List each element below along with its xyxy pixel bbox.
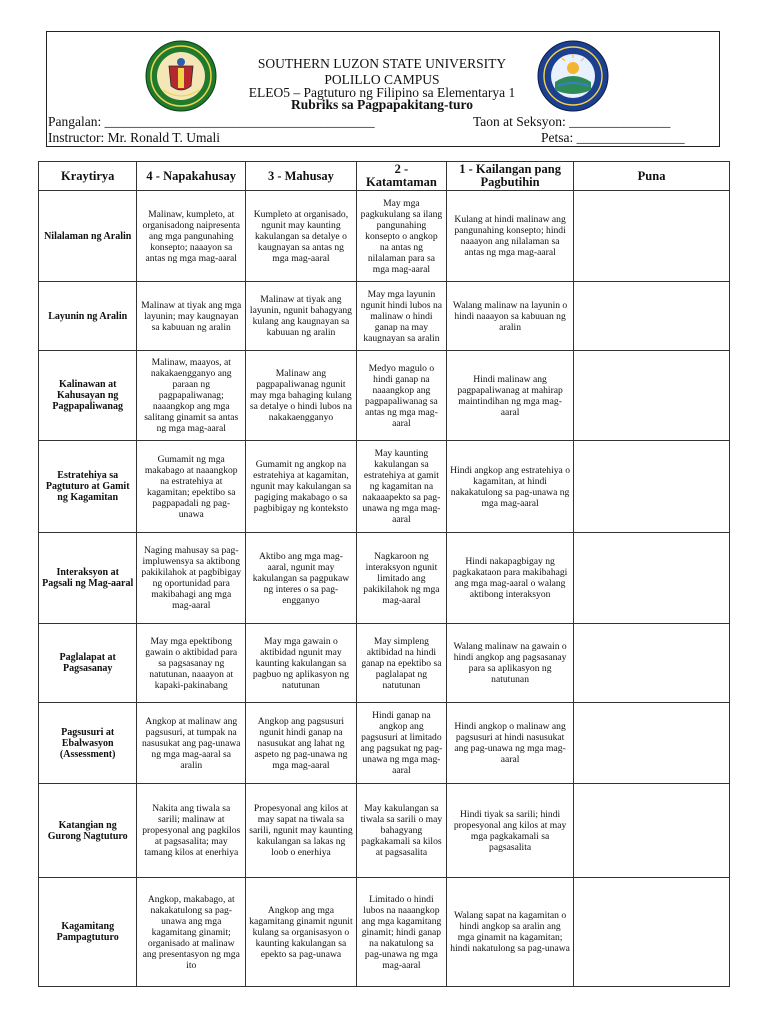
score-2-cell: May kakulangan sa tiwala sa sarili o may bahagyang pagkakamali sa kilos at pagsasalita [356, 784, 446, 878]
score-4-cell: Nakita ang tiwala sa sarili; malinaw at propesyonal ang pagkilos at pagsasalita; may tamang kilos at enerhiya [137, 784, 246, 878]
remarks-cell[interactable] [574, 703, 730, 784]
criteria-cell: Paglalapat at Pagsasanay [39, 624, 137, 703]
table-row [39, 191, 730, 282]
score-4-cell: Malinaw, kumpleto, at organisadong naipresenta ang mga pangunahing konsepto; naaayon sa antas ng mga mag-aaral [137, 191, 246, 282]
score-3-cell: May mga gawain o aktibidad ngunit may kaunting kakulangan sa pagbuo ng aplikasyon ng natutunan [246, 624, 357, 703]
remarks-cell[interactable] [574, 878, 730, 987]
score-1-cell: Walang sapat na kagamitan o hindi angkop sa aralin ang mga ginamit na kagamitan; hindi nakatulong sa pag-unawa [447, 878, 574, 987]
table-row [39, 533, 730, 624]
header-remarks: Puna [574, 162, 730, 191]
remarks-cell[interactable] [574, 191, 730, 282]
table-row [39, 282, 730, 351]
table-row [39, 351, 730, 441]
remarks-cell[interactable] [574, 351, 730, 441]
university-name: SOUTHERN LUZON STATE UNIVERSITY [257, 56, 507, 71]
criteria-cell: Pagsusuri at Ebalwasyon (Assessment) [39, 703, 137, 784]
criteria-cell: Estratehiya sa Pagtuturo at Gamit ng Kagamitan [39, 441, 137, 533]
date-field[interactable]: Petsa: ________________ [541, 130, 685, 145]
remarks-cell[interactable] [574, 784, 730, 878]
criteria-cell: Nilalaman ng Aralin [39, 191, 137, 282]
score-4-cell: Malinaw at tiyak ang mga layunin; may kaugnayan sa kabuuan ng aralin [137, 282, 246, 351]
score-3-cell: Angkop ang mga kagamitang ginamit ngunit kulang sa organisasyon o kaunting kakulangan sa epekto sa pag-unawa [246, 878, 357, 987]
score-4-cell: Malinaw, maayos, at nakakaengganyo ang paraan ng pagpapaliwanag; naaangkop ang mga salitang ginamit sa antas ng mga mag-aaral [137, 351, 246, 441]
score-4-cell: Gumamit ng mga makabago at naaangkop na estratehiya at kagamitan; epektibo sa pagpapadali ng pag-unawa [137, 441, 246, 533]
score-2-cell: Medyo magulo o hindi ganap na naaangkop ang pagpapaliwanag sa antas ng mga mag-aaral [356, 351, 446, 441]
score-3-cell: Malinaw ang pagpapaliwanag ngunit may mga bahaging kulang sa detalye o hindi lubos na nakakaengganyo [246, 351, 357, 441]
score-2-cell: May simpleng aktibidad na hindi ganap na epektibo sa paglalapat ng natutunan [356, 624, 446, 703]
header-score-2: 2 - Katamtaman [356, 162, 446, 191]
score-3-cell: Kumpleto at organisado, ngunit may kaunting kakulangan sa detalye o kaugnayan sa antas ng mga mag-aaral [246, 191, 357, 282]
course-title: ELEO5 – Pagtuturo ng Filipino sa Elementarya 1 [248, 85, 516, 100]
score-1-cell: Hindi malinaw ang pagpapaliwanag at mahirap maintindihan ng mga mag-aaral [447, 351, 574, 441]
table-row [39, 878, 730, 987]
criteria-cell: Katangian ng Gurong Nagtuturo [39, 784, 137, 878]
score-2-cell: Hindi ganap na angkop ang pagsusuri at limitado ang pagsukat ng pag-unawa ng mga mag-aaral [356, 703, 446, 784]
score-2-cell: May mga pagkukulang sa ilang pangunahing konsepto o angkop na antas ng nilalaman para sa mga mag-aaral [356, 191, 446, 282]
score-1-cell: Hindi angkop o malinaw ang pagsusuri at hindi nasusukat ang pag-unawa ng mga mag-aaral [447, 703, 574, 784]
header-score-3: 3 - Mahusay [246, 162, 357, 191]
score-4-cell: Angkop, makabago, at nakakatulong sa pag-unawa ang mga kagamitang ginamit; organisado at malinaw ang presentasyon ng mga ito [137, 878, 246, 987]
score-1-cell: Kulang at hindi malinaw ang pangunahing konsepto; hindi naaayon ang nilalaman sa antas ng mga mag-aaral [447, 191, 574, 282]
criteria-cell: Interaksyon at Pagsali ng Mag-aaral [39, 533, 137, 624]
score-1-cell: Hindi tiyak sa sarili; hindi propesyonal ang kilos at may mga pagkakamali sa pagsasalita [447, 784, 574, 878]
score-2-cell: May kaunting kakulangan sa estratehiya at gamit ng kagamitan na nakaaapekto sa pag-unawa ng mga mag-aaral [356, 441, 446, 533]
criteria-cell: Kagamitang Pampagtuturo [39, 878, 137, 987]
score-4-cell: Angkop at malinaw ang pagsusuri, at tumpak na nasusukat ang pag-unawa ng mga mag-aaral sa aralin [137, 703, 246, 784]
score-4-cell: Naging mahusay sa pag-impluwensya sa aktibong pakikilahok at pagbibigay ng oportunidad para makibahagi ang mga mag-aaral [137, 533, 246, 624]
score-4-cell: May mga epektibong gawain o aktibidad para sa pagsasanay ng natutunan, naaayon at kapaki-pakinabang [137, 624, 246, 703]
remarks-cell[interactable] [574, 441, 730, 533]
score-3-cell: Angkop ang pagsusuri ngunit hindi ganap na nasusukat ang lahat ng aspeto ng pag-unawa ng mga mag-aaral [246, 703, 357, 784]
rubric-table [38, 161, 730, 987]
header-criteria: Kraytirya [39, 162, 137, 191]
table-row [39, 624, 730, 703]
campus-name: POLILLO CAMPUS [324, 72, 440, 87]
remarks-cell[interactable] [574, 624, 730, 703]
score-3-cell: Propesyonal ang kilos at may sapat na tiwala sa sarili, ngunit may kaunting kakulangan sa lakas ng loob o enerhiya [246, 784, 357, 878]
score-1-cell: Walang malinaw na gawain o hindi angkop ang pagsasanay para sa aplikasyon ng natutunan [447, 624, 574, 703]
criteria-cell: Kalinawan at Kahusayan ng Pagpapaliwanag [39, 351, 137, 441]
name-field[interactable]: Pangalan: ________________________________________ [48, 114, 375, 129]
score-3-cell: Malinaw at tiyak ang layunin, ngunit bahagyang kulang ang kaugnayan sa kabuuan ng aralin [246, 282, 357, 351]
score-2-cell: May mga layunin ngunit hindi lubos na malinaw o hindi ganap na may kaugnayan sa aralin [356, 282, 446, 351]
year-section-field[interactable]: Taon at Seksyon: _______________ [473, 114, 671, 129]
remarks-cell[interactable] [574, 533, 730, 624]
score-2-cell: Limitado o hindi lubos na naaangkop ang mga kagamitang ginamit; hindi ganap na nakatulong sa pag-unawa ng mga mag-aaral [356, 878, 446, 987]
table-header-row [39, 162, 730, 191]
document-header [46, 31, 720, 147]
score-3-cell: Gumamit ng angkop na estratehiya at kagamitan, ngunit may kakulangan sa pagiging makabago o sa pagbibigay ng konteksto [246, 441, 357, 533]
header-score-4: 4 - Napakahusay [137, 162, 246, 191]
remarks-cell[interactable] [574, 282, 730, 351]
header-score-1: 1 - Kailangan pang Pagbutihin [447, 162, 574, 191]
score-1-cell: Hindi angkop ang estratehiya o kagamitan, at hindi nakakatulong sa pag-unawa ng mga mag-aaral [447, 441, 574, 533]
table-row [39, 784, 730, 878]
instructor-field: Instructor: Mr. Ronald T. Umali [48, 130, 220, 145]
score-1-cell: Hindi nakapagbigay ng pagkakataon para makibahagi ang mga mag-aaral o walang aktibong interaksyon [447, 533, 574, 624]
score-1-cell: Walang malinaw na layunin o hindi naaayon sa kabuuan ng aralin [447, 282, 574, 351]
score-2-cell: Nagkaroon ng interaksyon ngunit limitado ang pakikilahok ng mga mag-aaral [356, 533, 446, 624]
score-3-cell: Aktibo ang mga mag-aaral, ngunit may kakulangan sa pagpukaw ng interes o sa pag-engganyo [246, 533, 357, 624]
document-title: Rubriks sa Pagpapakitang-turo [290, 97, 474, 112]
criteria-cell: Layunin ng Aralin [39, 282, 137, 351]
table-row [39, 441, 730, 533]
table-row [39, 703, 730, 784]
